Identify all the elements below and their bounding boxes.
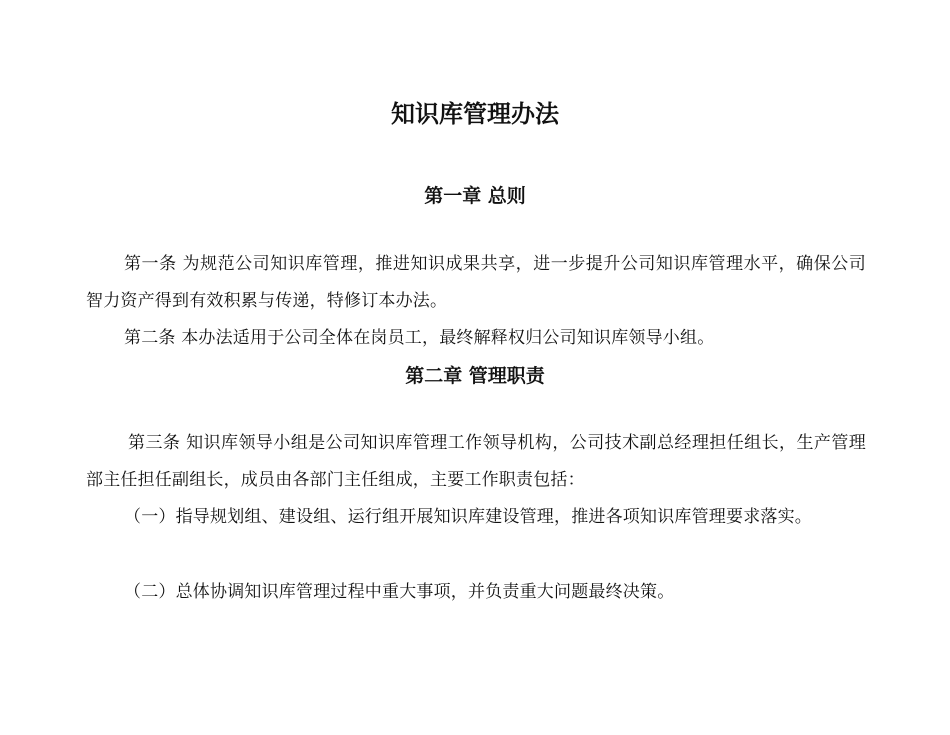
article-2-paragraph: 第二条 本办法适用于公司全体在岗员工，最终解释权归公司知识库领导小组。 [124,328,715,348]
duty-item-2: （二）总体协调知识库管理过程中重大事项，并负责重大问题最终决策。 [124,582,675,602]
chapter-2-heading: 第二章 管理职责 [405,365,545,387]
article-1-paragraph: 第一条 为规范公司知识库管理，推进知识成果共享，进一步提升公司知识库管理水平，确保公司智力资产得到有效积累与传递，特修订本办法。 [86,254,866,311]
article-3-paragraph: 第三条 知识库领导小组是公司知识库管理工作领导机构，公司技术副总经理担任组长，生产管理部主任担任副组长，成员由各部门主任组成，主要工作职责包括： [86,433,866,490]
duty-item-1: （一）指导规划组、建设组、运行组开展知识库建设管理，推进各项知识库管理要求落实。 [124,507,812,527]
chapter-1-heading: 第一章 总则 [424,185,526,207]
document-title: 知识库管理办法 [391,100,559,128]
